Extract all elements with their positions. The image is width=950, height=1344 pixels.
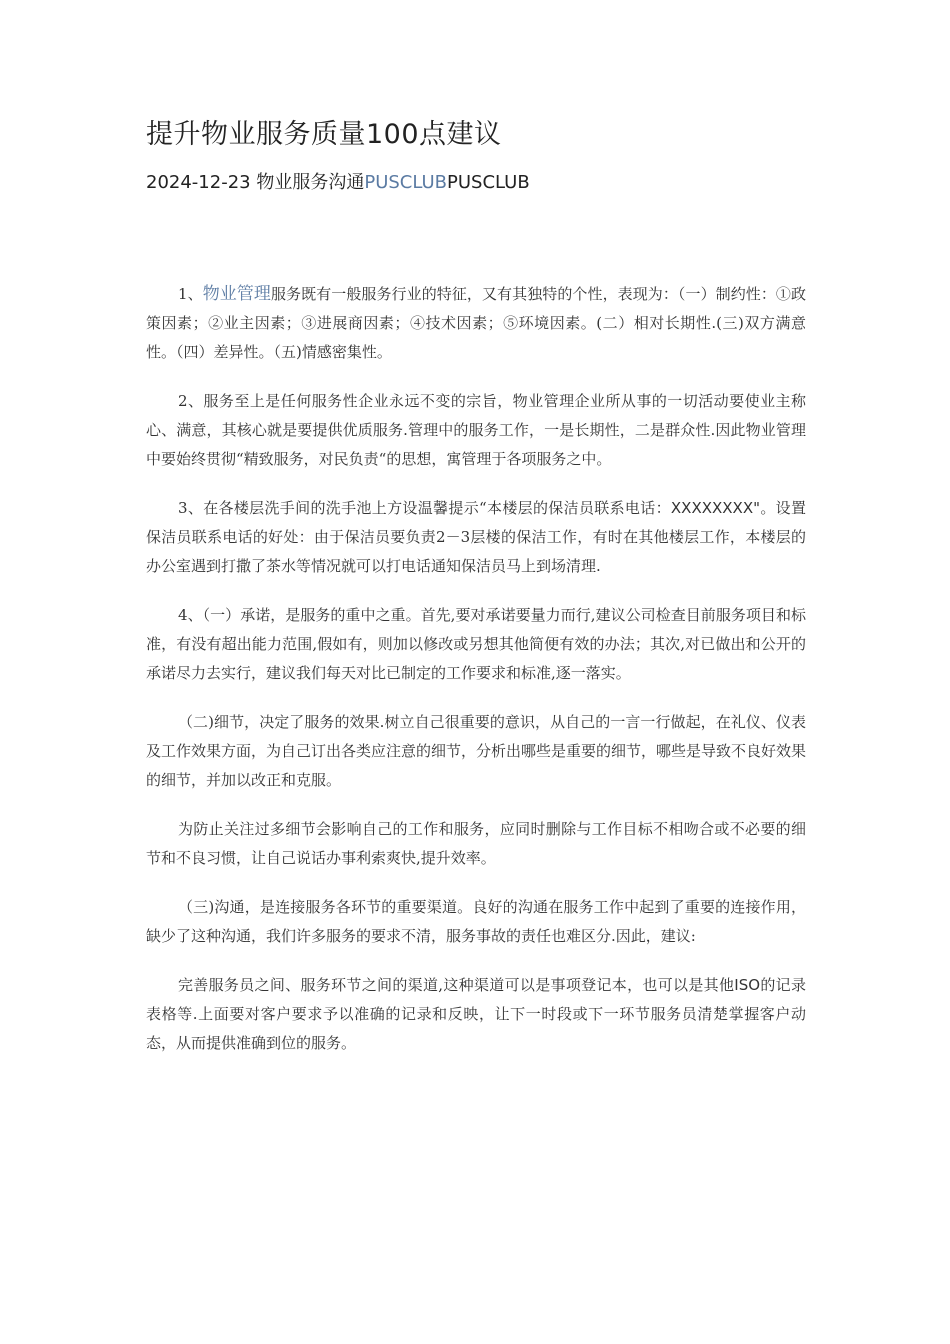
paragraph-5: （二)细节，决定了服务的效果.树立自己很重要的意识，从自己的一言一行做起，在礼仪、仪表及工作效果方面，为自己订出各类应注意的细节，分析出哪些是重要的细节，哪些是导致不良好效果的细节，并加以改正和克服。	[146, 713, 807, 789]
source-link[interactable]: PUSCLUB	[364, 172, 448, 193]
paragraph-7: （三)沟通，是连接服务各环节的重要渠道。良好的沟通在服务工作中起到了重要的连接作用，缺少了这种沟通，我们许多服务的要求不清，服务事故的责任也难区分.因此，建议:	[146, 898, 806, 945]
paragraph-3	[146, 494, 806, 581]
paragraph-1-text: 服务既有一般服务行业的特征，又有其独特的个性，表现为：（一）制约性：①政策因素；②业主因素；③进展商因素；④技术因素；⑤环境因素。(二）相对长期性.(三)双方满意性。（四）差异性。（五)情感密集性。	[146, 285, 806, 361]
property-management-link[interactable]: 物业管理	[202, 284, 271, 304]
paragraph-3-text-a: 3、在各楼层洗手间的洗手池上方设温馨提示“本楼层的保洁员联系电话：	[178, 499, 671, 517]
paragraph-6: 为防止关注过多细节会影响自己的工作和服务，应同时删除与工作目标不相吻合或不必要的细节和不良习惯，让自己说话办事利索爽快,提升效率。	[146, 820, 806, 867]
paragraph-8-text-a: 完善服务员之间、服务环节之间的渠道,这种渠道可以是事项登记本，也可以是其他	[178, 976, 735, 994]
paragraph-1	[146, 280, 806, 367]
paragraph-3-text-b: 。设置保洁员联系电话的好处：由于保洁员要负责2－3层楼的保洁工作，有时在其他楼层工作，本楼层的办公室遇到打撒了茶水等情况就可以打电话通知保洁员马上到场清理.	[146, 499, 806, 575]
iso-label: ISO	[734, 976, 761, 994]
article-source: PUSCLUB	[447, 172, 530, 193]
article-date: 2024-12-23	[146, 172, 251, 193]
article-title: 提升物业服务质量100点建议	[146, 119, 502, 150]
paragraph-1-number: 1、	[178, 285, 203, 303]
paragraph-8	[146, 971, 806, 1058]
article-meta	[146, 168, 530, 194]
paragraph-8-text-b: 的记录表格等.上面要对客户要求予以准确的记录和反映，让下一时段或下一环节服务员清楚掌握客户动态，从而提供准确到位的服务。	[146, 976, 806, 1052]
paragraph-2: 2、服务至上是任何服务性企业永远不变的宗旨，物业管理企业所从事的一切活动要使业主称心、满意，其核心就是要提供优质服务.管理中的服务工作，一是长期性，二是群众性.因此物业管理中要始终贯彻“精致服务，对民负责“的思想，寓管理于各项服务之中。	[146, 392, 806, 468]
paragraph-4: 4、（一）承诺，是服务的重中之重。首先,要对承诺要量力而行,建议公司检查目前服务项目和标准，有没有超出能力范围,假如有，则加以修改或另想其他简便有效的办法；其次,对已做出和公开的承诺尽力去实行，建议我们每天对比已制定的工作要求和标准,逐一落实。	[146, 606, 806, 682]
article-body	[146, 280, 806, 1078]
article-category: 物业服务沟通	[256, 172, 365, 193]
phone-placeholder: XXXXXXXX"	[670, 499, 761, 517]
